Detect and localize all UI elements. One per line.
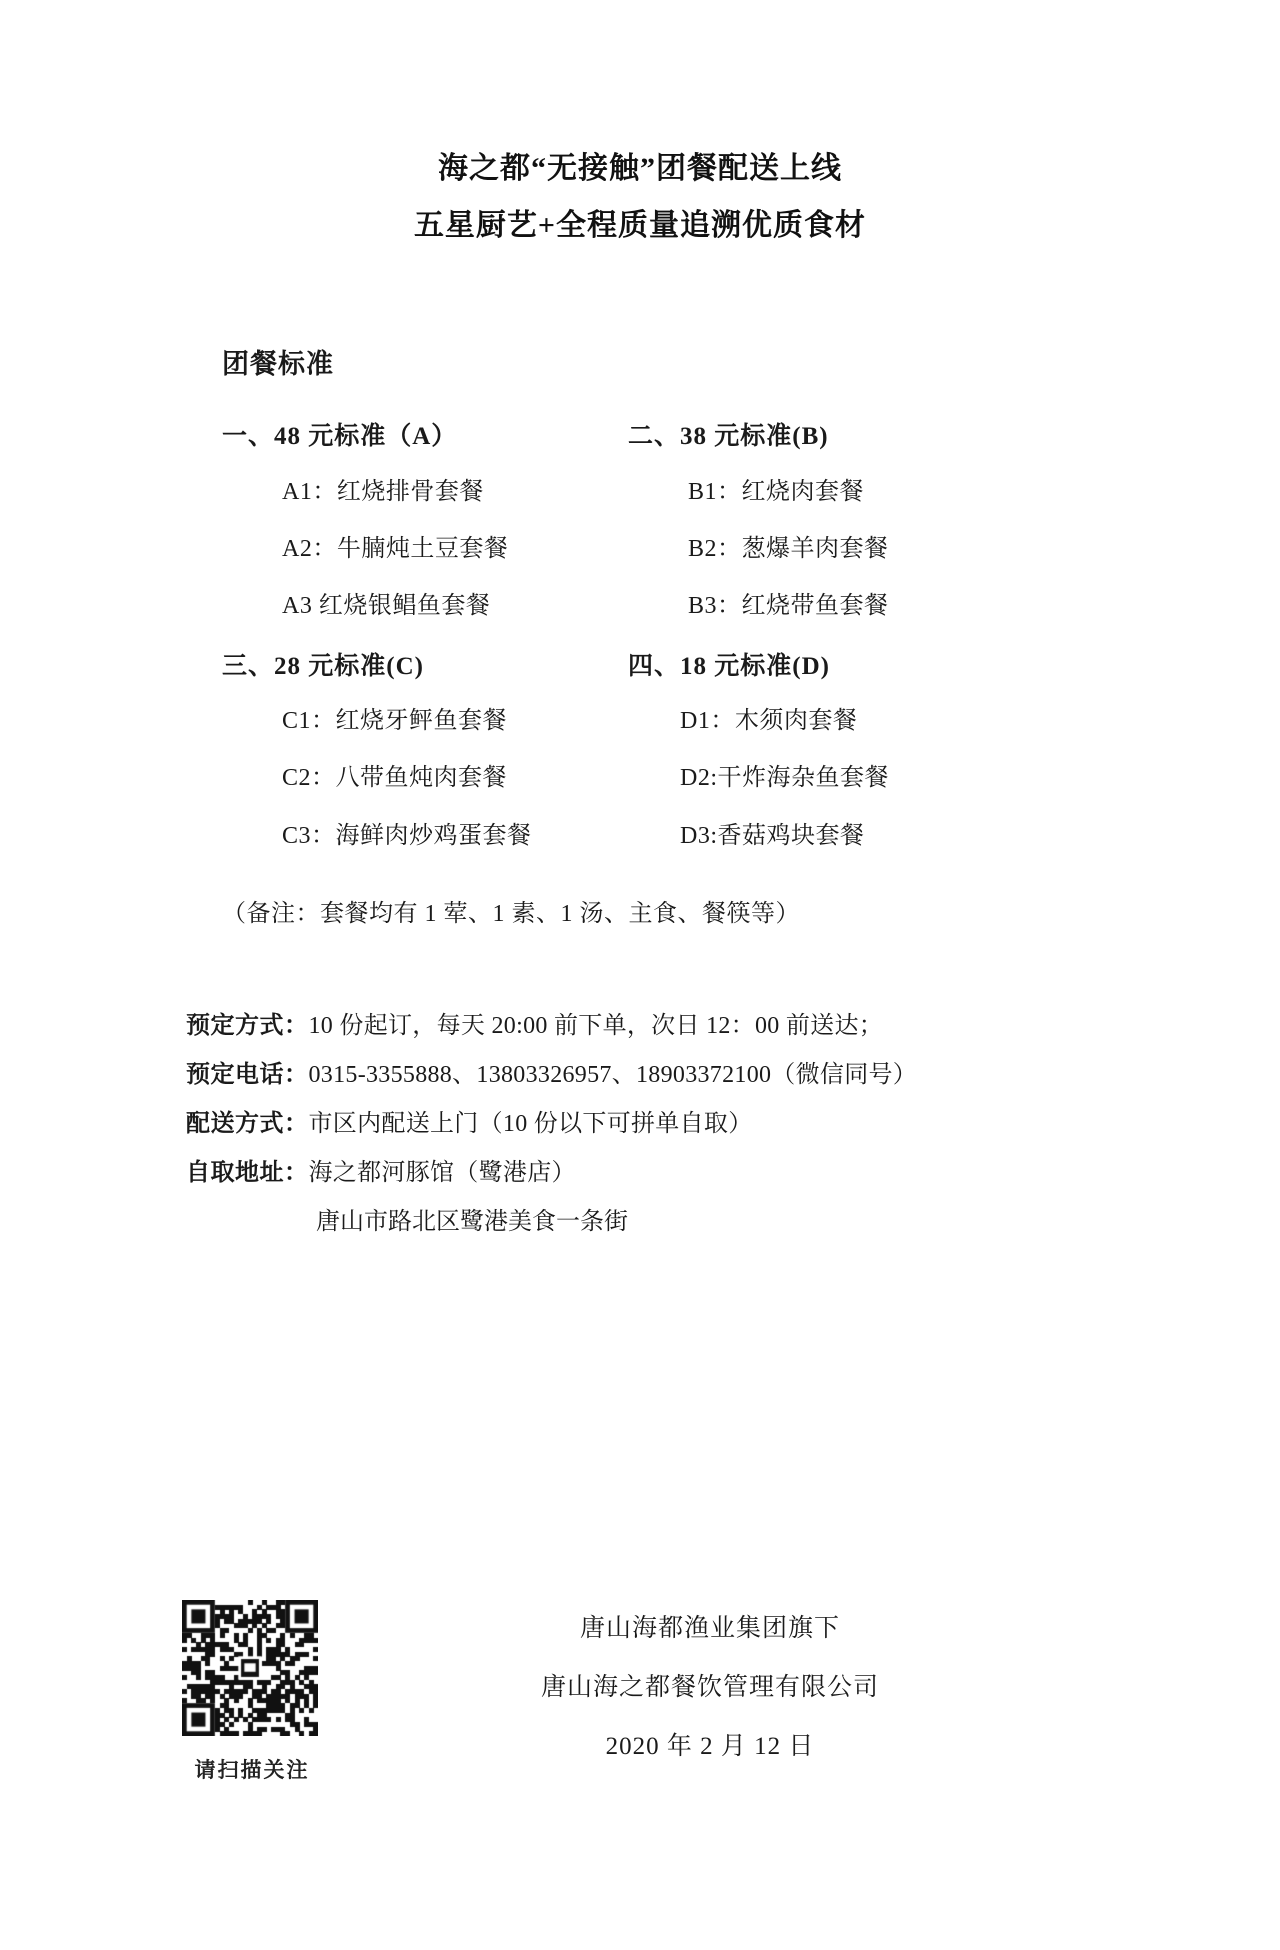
title-line-2: 五星厨艺+全程质量追溯优质食材 bbox=[413, 209, 867, 242]
menu-group-a bbox=[222, 411, 602, 641]
title-line-1: 海之都“无接触”团餐配送上线 bbox=[438, 152, 842, 185]
menu-item-d2: D2:干炸海杂鱼套餐 bbox=[680, 765, 889, 792]
info-row-pickup-address bbox=[186, 1149, 1280, 1198]
menu-grid bbox=[222, 411, 982, 871]
menu-item-a2: A2：牛腩炖土豆套餐 bbox=[282, 535, 509, 562]
info-label-pickup-address: 自取地址： bbox=[186, 1160, 309, 1187]
document-page bbox=[0, 140, 1280, 1950]
info-value-delivery: 市区内配送上门（10 份以下可拼单自取） bbox=[308, 1111, 753, 1138]
info-label-delivery: 配送方式： bbox=[186, 1111, 309, 1138]
info-row-delivery bbox=[186, 1100, 1280, 1149]
menu-group-d bbox=[602, 641, 982, 871]
menu-group-b-title: 二、38 元标准(B) bbox=[628, 423, 829, 450]
company-block bbox=[430, 1600, 990, 1776]
company-date: 2020 年 2 月 12 日 bbox=[605, 1732, 815, 1760]
menu-item-b2: B2：葱爆羊肉套餐 bbox=[688, 535, 889, 562]
menu-item-d3: D3:香菇鸡块套餐 bbox=[680, 822, 865, 849]
menu-item-b3: B3：红烧带鱼套餐 bbox=[688, 592, 889, 619]
info-value-phone: 0315-3355888、13803326957、18903372100（微信同号） bbox=[308, 1061, 918, 1088]
menu-note: （备注：套餐均有 1 荤、1 素、1 汤、主食、餐筷等） bbox=[222, 900, 800, 927]
info-row-pickup-address-line2: 唐山市路北区鹭港美食一条街 bbox=[316, 1209, 628, 1236]
menu-group-d-title: 四、18 元标准(D) bbox=[628, 652, 830, 680]
info-label-phone: 预定电话： bbox=[186, 1061, 309, 1088]
info-row-phone bbox=[186, 1051, 1280, 1100]
info-value-pickup-address: 海之都河豚馆（鹭港店） bbox=[308, 1160, 576, 1187]
qr-caption: 请扫描关注 bbox=[194, 1758, 310, 1782]
info-label-order-method: 预定方式： bbox=[186, 1012, 309, 1039]
ordering-info bbox=[186, 1002, 1280, 1248]
menu-item-b1: B1：红烧肉套餐 bbox=[688, 478, 865, 505]
menu-group-b bbox=[602, 411, 982, 641]
menu-item-c1: C1：红烧牙鲆鱼套餐 bbox=[282, 708, 508, 735]
company-line-1: 唐山海都渔业集团旗下 bbox=[579, 1615, 840, 1642]
menu-group-a-title: 一、48 元标准（A） bbox=[222, 423, 458, 450]
menu-group-c bbox=[222, 641, 602, 871]
info-value-order-method: 10 份起订，每天 20:00 前下单，次日 12：00 前送达； bbox=[308, 1012, 884, 1039]
qr-block bbox=[182, 1600, 322, 1784]
menu-group-c-title: 三、28 元标准(C) bbox=[222, 652, 424, 680]
document-title bbox=[0, 140, 1280, 254]
qr-code-icon bbox=[182, 1600, 318, 1736]
menu-item-c3: C3：海鲜肉炒鸡蛋套餐 bbox=[282, 822, 532, 849]
menu-item-a3: A3 红烧银鲳鱼套餐 bbox=[282, 592, 491, 619]
menu-item-d1: D1：木须肉套餐 bbox=[680, 708, 858, 735]
section-heading: 团餐标准 bbox=[222, 349, 334, 379]
menu-item-c2: C2：八带鱼炖肉套餐 bbox=[282, 765, 508, 792]
company-line-2: 唐山海之都餐饮管理有限公司 bbox=[540, 1673, 879, 1701]
info-row-order-method bbox=[186, 1002, 1280, 1051]
menu-item-a1: A1：红烧排骨套餐 bbox=[282, 478, 484, 505]
